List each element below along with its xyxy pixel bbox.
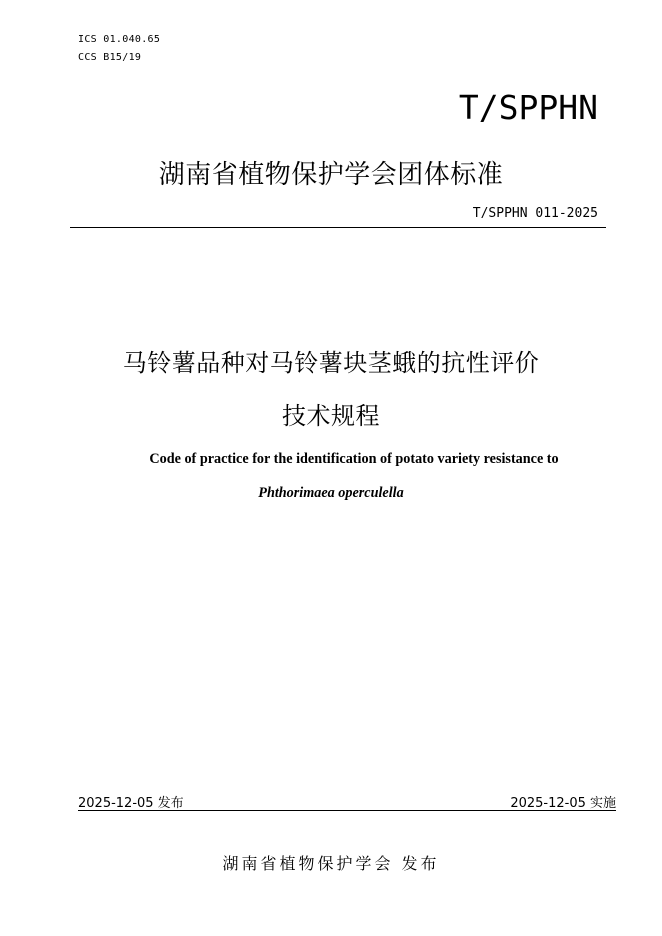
ccs-code: CCS B15/19 [78,52,142,63]
document-title-zh-line1: 马铃薯品种对马铃薯块茎蛾的抗性评价 [122,349,540,377]
footer-divider [78,810,616,811]
issue-date: 2025-12-05 发布 [78,796,184,811]
standard-logo: T/SPPHN [458,88,598,127]
implementation-date: 2025-12-05 实施 [510,796,616,811]
document-title-en-line1: Code of practice for the identification of potato variety resistance to [149,451,559,467]
document-title-en-line2: Phthorimaea operculella [258,485,404,501]
ics-code: ICS 01.040.65 [78,34,161,45]
publisher: 湖南省植物保护学会 发布 [222,854,440,873]
standard-number: T/SPPHN 011-2025 [472,206,598,221]
organization-standard-title: 湖南省植物保护学会团体标准 [158,160,504,190]
document-title-zh-line2: 技术规程 [282,402,380,430]
header-divider [70,227,606,228]
